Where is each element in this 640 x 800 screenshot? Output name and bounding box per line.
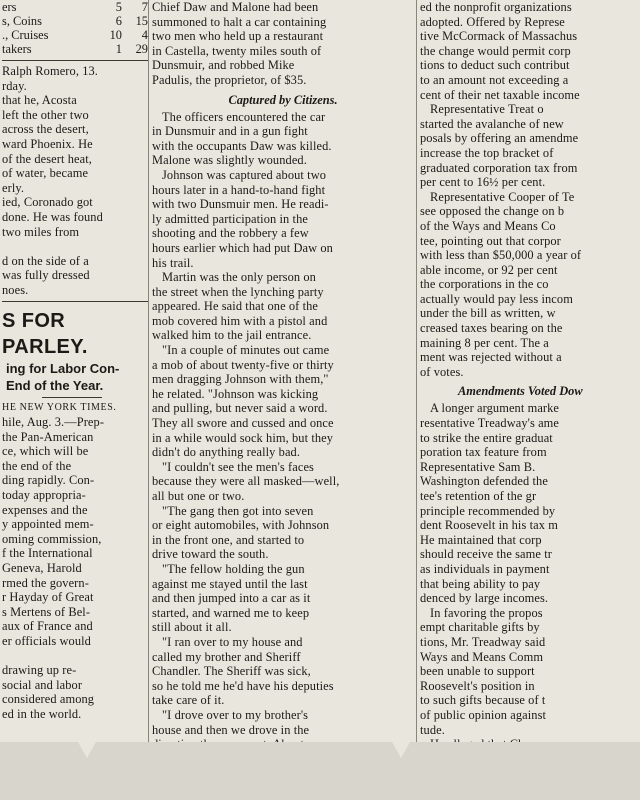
score-value: 7	[141, 0, 148, 14]
text-line: of public opinion against	[420, 707, 547, 722]
text-line: the Pan-American	[2, 429, 94, 444]
text-line: summoned to halt a car containing	[152, 14, 327, 29]
text-line: ce, which will be	[2, 444, 89, 459]
text-line: adopted. Offered by Represe	[420, 14, 565, 29]
dateline-credit: HE NEW YORK TIMES.	[2, 401, 117, 413]
text-line: ied, Coronado got	[2, 195, 93, 210]
score-row	[2, 0, 148, 14]
text-line: Representative Sam B.	[420, 459, 536, 474]
text-line: in Dunsmuir and in a gun fight	[152, 124, 308, 139]
text-line: He maintained that corp	[420, 532, 542, 547]
text-line: empt charitable gifts by	[420, 620, 540, 635]
text-line: his trail.	[152, 255, 194, 270]
text-line: "I drove over to my brother's	[162, 707, 309, 722]
text-line: to an amount not exceeding a	[420, 72, 569, 87]
text-line: d on the side of a	[2, 253, 89, 268]
text-line: dent Roosevelt in his tax m	[420, 518, 558, 533]
page-tear-notch	[392, 742, 410, 758]
text-line: still about it all.	[152, 620, 232, 635]
text-line: or eight automobiles, with Johnson	[152, 518, 330, 533]
right-column	[420, 0, 640, 781]
score-row	[2, 42, 148, 56]
text-line: "The fellow holding the gun	[162, 561, 305, 576]
text-line: with the occupants Daw was killed.	[152, 138, 332, 153]
text-line: A longer argument marke	[430, 401, 560, 416]
text-line: Ways and Means Comm	[420, 649, 544, 664]
text-line: principle recommended by	[420, 503, 556, 518]
text-line: Geneva, Harold	[2, 561, 82, 576]
text-line: so he told me he'd have his deputies	[152, 678, 334, 693]
text-line: that being ability to pay	[420, 576, 541, 591]
text-line: tions to deduct such contribut	[420, 58, 570, 73]
text-line: oming commission,	[2, 531, 102, 546]
center-article-body	[152, 110, 414, 796]
text-line: and then jumped into a car as it	[152, 591, 311, 606]
text-line: "The gang then got into seven	[162, 503, 314, 518]
text-line: the street when the lynching party	[152, 284, 324, 299]
score-label: ers	[2, 0, 17, 14]
text-line: didn't do anything really bad.	[152, 445, 301, 460]
text-line: in Castella, twenty miles south of	[152, 43, 322, 58]
text-line	[2, 239, 148, 254]
text-line: a mob of about twenty-five or thirty	[152, 357, 334, 372]
text-line: Johnson was captured about two	[162, 167, 327, 182]
text-line: Ralph Romero, 13.	[2, 64, 98, 78]
subheading: Amendments Voted Dow	[458, 384, 583, 399]
text-line: per cent to 16½ per cent.	[420, 175, 546, 190]
score-value: 5	[115, 0, 122, 14]
deck-line: ing for Labor Con-	[6, 360, 120, 376]
divider	[2, 301, 148, 302]
text-line: two men who held up a restaurant	[152, 29, 324, 44]
text-line: f the International	[2, 546, 93, 561]
text-line: today appropria-	[2, 488, 86, 503]
text-line: s Mertens of Bel-	[2, 604, 91, 619]
text-line: Representative Cooper of Te	[430, 189, 575, 204]
left-column	[0, 0, 148, 722]
text-line: against me stayed until the last	[152, 576, 308, 591]
text-line: Chief Daw and Malone had been	[152, 0, 319, 14]
text-line: hours earlier which had put Daw on	[152, 240, 333, 255]
text-line: er officials would	[2, 634, 91, 648]
text-line: mob covered him with a pistol and	[152, 313, 328, 328]
text-line: see opposed the change on b	[420, 204, 565, 219]
text-line: left the other two	[2, 107, 89, 122]
score-value: 4	[141, 28, 148, 42]
text-line: Dunsmuir, and robbed Mike	[152, 58, 295, 73]
text-line: ward Phoenix. He	[2, 136, 93, 151]
text-line: and pulling, but never said a word.	[152, 401, 328, 416]
text-line: denced by large incomes.	[420, 591, 549, 606]
text-line: started, and warned me to keep	[152, 605, 310, 620]
text-line: aux of France and	[2, 619, 93, 634]
text-line: take care of it.	[152, 693, 225, 708]
text-line: In favoring the propos	[430, 605, 543, 620]
text-line: shooting and the robbery a few	[152, 226, 309, 241]
text-line: "I couldn't see the men's faces	[162, 459, 314, 474]
score-label: takers	[2, 42, 32, 56]
text-line: house and then we drove in the	[152, 722, 310, 737]
text-line: with less than $50,000 a year of	[420, 248, 582, 263]
text-line: of water, became	[2, 166, 89, 181]
score-value: 15	[135, 14, 148, 28]
text-line: called my brother and Sheriff	[152, 649, 301, 664]
headline: S FOR PARLEY.	[2, 309, 88, 358]
center-article-top	[152, 0, 414, 88]
text-line: graduated corporation tax from	[420, 160, 578, 175]
left-article-body	[2, 415, 148, 721]
text-line: in the front one, and started to	[152, 532, 305, 547]
text-line: increase the top bracket of	[420, 145, 554, 160]
text-line	[2, 649, 148, 664]
score-label: s, Coins	[2, 14, 42, 28]
text-line: two miles from	[2, 224, 80, 239]
text-line: y appointed mem-	[2, 517, 94, 532]
text-line: rmed the govern-	[2, 575, 89, 590]
text-line: Malone was slightly wounded.	[152, 153, 307, 168]
text-line: ding rapidly. Con-	[2, 473, 95, 488]
text-line: "I ran over to my house and	[162, 634, 303, 649]
score-value: 10	[109, 28, 122, 42]
text-line: poration tax feature from	[420, 445, 547, 460]
text-line: hours later in a hand-to-hand fight	[152, 182, 326, 197]
deck-line: End of the Year.	[6, 377, 104, 393]
text-line: The officers encountered the car	[162, 109, 326, 124]
text-line: resentative Treadway's ame	[420, 416, 560, 431]
text-line: of the desert heat,	[2, 151, 92, 166]
text-line: Representative Treat o	[430, 102, 544, 117]
text-line: done. He was found	[2, 209, 103, 224]
score-value: 29	[135, 42, 148, 56]
text-line: Padulis, the proprietor, of $35.	[152, 72, 307, 87]
scoreboard	[2, 0, 148, 56]
score-value: 1	[115, 42, 122, 56]
text-line: hile, Aug. 3.—Prep-	[2, 415, 105, 430]
text-line: They all swore and cussed and once	[152, 416, 334, 431]
text-line: ly admitted participation in the	[152, 211, 308, 226]
text-line: noes.	[2, 282, 29, 297]
text-line: tive McCormack of Massachus	[420, 29, 578, 44]
text-line: he related. "Johnson was kicking	[152, 386, 319, 401]
text-line: tude.	[420, 722, 445, 737]
text-line: posals by offering an amendme	[420, 131, 579, 146]
text-line: the change would permit corp	[420, 43, 571, 58]
text-line: of votes.	[420, 364, 464, 379]
text-line: because they were all masked—well,	[152, 474, 340, 489]
text-line: ed the nonprofit organizations	[420, 0, 572, 14]
text-line: considered among	[2, 692, 95, 707]
page-bottom-edge	[0, 742, 640, 800]
text-line: appeared. He said that one of the	[152, 299, 319, 314]
text-line: the end of the	[2, 458, 72, 473]
text-line: erly.	[2, 180, 25, 195]
text-line: as individuals in payment	[420, 561, 550, 576]
text-line: drawing up re-	[2, 663, 77, 678]
text-line: should receive the same tr	[420, 547, 552, 562]
text-line: ment was rejected without a	[420, 350, 562, 365]
text-line: r Hayday of Great	[2, 590, 94, 605]
text-line: cent of their net taxable income	[420, 87, 580, 102]
text-line: in a while would sock him, but they	[152, 430, 334, 445]
subheading: Captured by Citizens.	[228, 92, 338, 107]
page-tear-notch	[78, 742, 96, 758]
text-line: was fully dressed	[2, 268, 90, 283]
column-rule	[416, 0, 417, 742]
right-article-body	[420, 401, 640, 780]
text-line: to such gifts because of t	[420, 693, 546, 708]
text-line: creased taxes bearing on the	[420, 321, 563, 336]
divider	[42, 397, 102, 398]
text-line: been unable to support	[420, 664, 535, 679]
text-line: maining 8 per cent. The a	[420, 335, 549, 350]
text-line: that he, Acosta	[2, 93, 77, 108]
text-line: of the Ways and Means Co	[420, 218, 556, 233]
text-line: started the avalanche of new	[420, 116, 564, 131]
left-article-top	[2, 64, 148, 298]
text-line: the corporations in the co	[420, 277, 549, 292]
text-line: tee, pointing out that corpor	[420, 233, 561, 248]
text-line: social and labor	[2, 677, 83, 692]
text-line: able income, or 92 per cent	[420, 262, 558, 277]
text-line: tee's retention of the gr	[420, 489, 537, 503]
text-line: walked him to the jail entrance.	[152, 328, 312, 343]
text-line: "In a couple of minutes out came	[162, 343, 330, 358]
score-value: 6	[115, 14, 122, 28]
text-line: tions, Mr. Treadway said	[420, 634, 546, 649]
text-line: Washington defended the	[420, 474, 548, 489]
score-row	[2, 14, 148, 28]
score-row	[2, 28, 148, 42]
text-line: under the bill as written, w	[420, 306, 556, 321]
divider	[2, 60, 148, 61]
text-line: Roosevelt's position in	[420, 678, 535, 693]
text-line: expenses and the	[2, 502, 88, 517]
text-line: with two Dunsmuir men. He readi-	[152, 197, 329, 212]
right-article-top	[420, 0, 640, 379]
text-line: men dragging Johnson with them,"	[152, 372, 329, 387]
text-line: rday.	[2, 78, 27, 93]
text-line: across the desert,	[2, 122, 89, 137]
text-line: to strike the entire graduat	[420, 430, 553, 445]
column-rule	[148, 0, 149, 742]
text-line: actually would pay less incom	[420, 291, 573, 306]
center-column	[152, 0, 414, 795]
score-label: ., Cruises	[2, 28, 49, 42]
text-line: Chandler. The Sheriff was sick,	[152, 664, 311, 679]
text-line: ed in the world.	[2, 706, 82, 721]
text-line: Martin was the only person on	[162, 270, 316, 285]
text-line: all but one or two.	[152, 489, 245, 503]
text-line: drive toward the south.	[152, 547, 269, 562]
